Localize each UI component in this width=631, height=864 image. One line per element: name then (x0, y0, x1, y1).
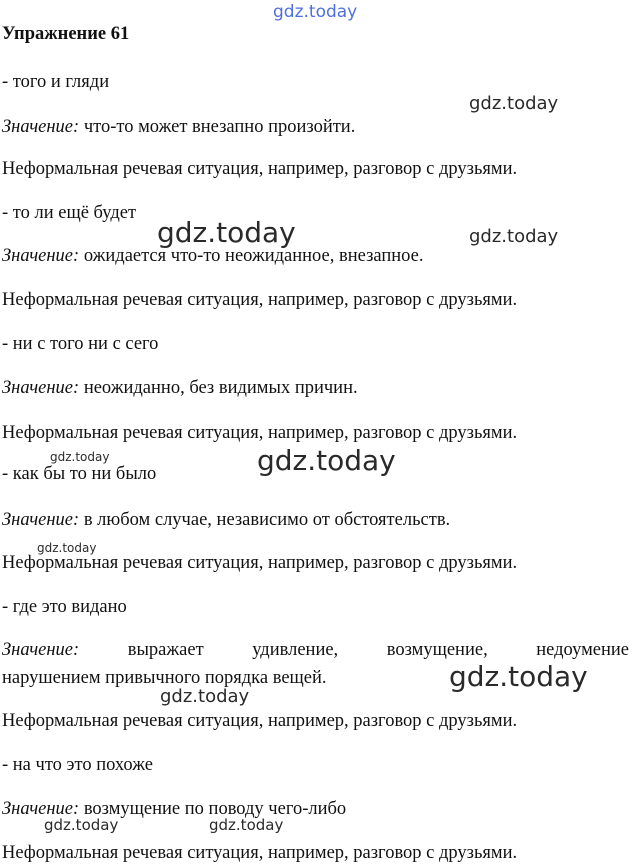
watermark: gdz.today (209, 816, 284, 834)
situation: Неформальная речевая ситуация, например, разговор с друзьями. (2, 159, 518, 179)
meaning-line (2, 116, 355, 138)
exercise-title: Упражнение 61 (2, 24, 130, 44)
watermark: gdz.today (157, 216, 296, 249)
meaning-text: неожиданно, без видимых причин. (83, 378, 358, 398)
meaning-label: Значение: (2, 378, 80, 398)
situation: Неформальная речевая ситуация, например, разговор с друзьями. (2, 843, 518, 863)
meaning-line (2, 245, 423, 267)
situation: Неформальная речевая ситуация, например, разговор с друзьями. (2, 290, 518, 310)
meaning-line (2, 377, 358, 399)
meaning-label: Значение: (2, 117, 80, 137)
phrase: - на что это похоже (2, 755, 153, 775)
situation: Неформальная речевая ситуация, например, разговор с друзьями. (2, 423, 518, 443)
meaning-text: возмущение по поводу чего-либо (83, 799, 347, 819)
phrase: - как бы то ни было (2, 464, 157, 484)
phrase: - того и гляди (2, 72, 110, 92)
meaning-label: Значение: (2, 510, 80, 530)
meaning-label: Значение: (2, 246, 80, 266)
meaning-label: Значение: (2, 799, 80, 819)
watermark: gdz.today (37, 541, 97, 555)
watermark: gdz.today (50, 450, 110, 464)
meaning-text: в любом случае, независимо от обстоятельств. (83, 510, 451, 530)
watermark: gdz.today (160, 686, 250, 707)
watermark: gdz.today (257, 444, 396, 477)
meaning-line (2, 639, 629, 661)
meaning-line (2, 798, 346, 820)
watermark: gdz.today (449, 660, 588, 693)
watermark: gdz.today (273, 2, 358, 22)
situation: Неформальная речевая ситуация, например, разговор с друзьями. (2, 553, 518, 573)
phrase: - ни с того ни с сего (2, 334, 159, 354)
phrase: - где это видано (2, 597, 127, 617)
phrase: - то ли ещё будет (2, 203, 137, 223)
meaning-label: Значение: (2, 640, 80, 660)
watermark: gdz.today (469, 93, 559, 114)
watermark: gdz.today (44, 816, 119, 834)
meaning-line (2, 509, 450, 531)
meaning-text: что-то может внезапно произойти. (83, 117, 356, 137)
meaning-text: выражает удивление, возмущение, недоумение (127, 640, 630, 660)
meaning-text: ожидается что-то неожиданное, внезапное. (83, 246, 424, 266)
situation: Неформальная речевая ситуация, например, разговор с друзьями. (2, 711, 518, 731)
meaning-continuation: нарушением привычного порядка вещей. (2, 668, 327, 688)
watermark: gdz.today (469, 226, 559, 247)
